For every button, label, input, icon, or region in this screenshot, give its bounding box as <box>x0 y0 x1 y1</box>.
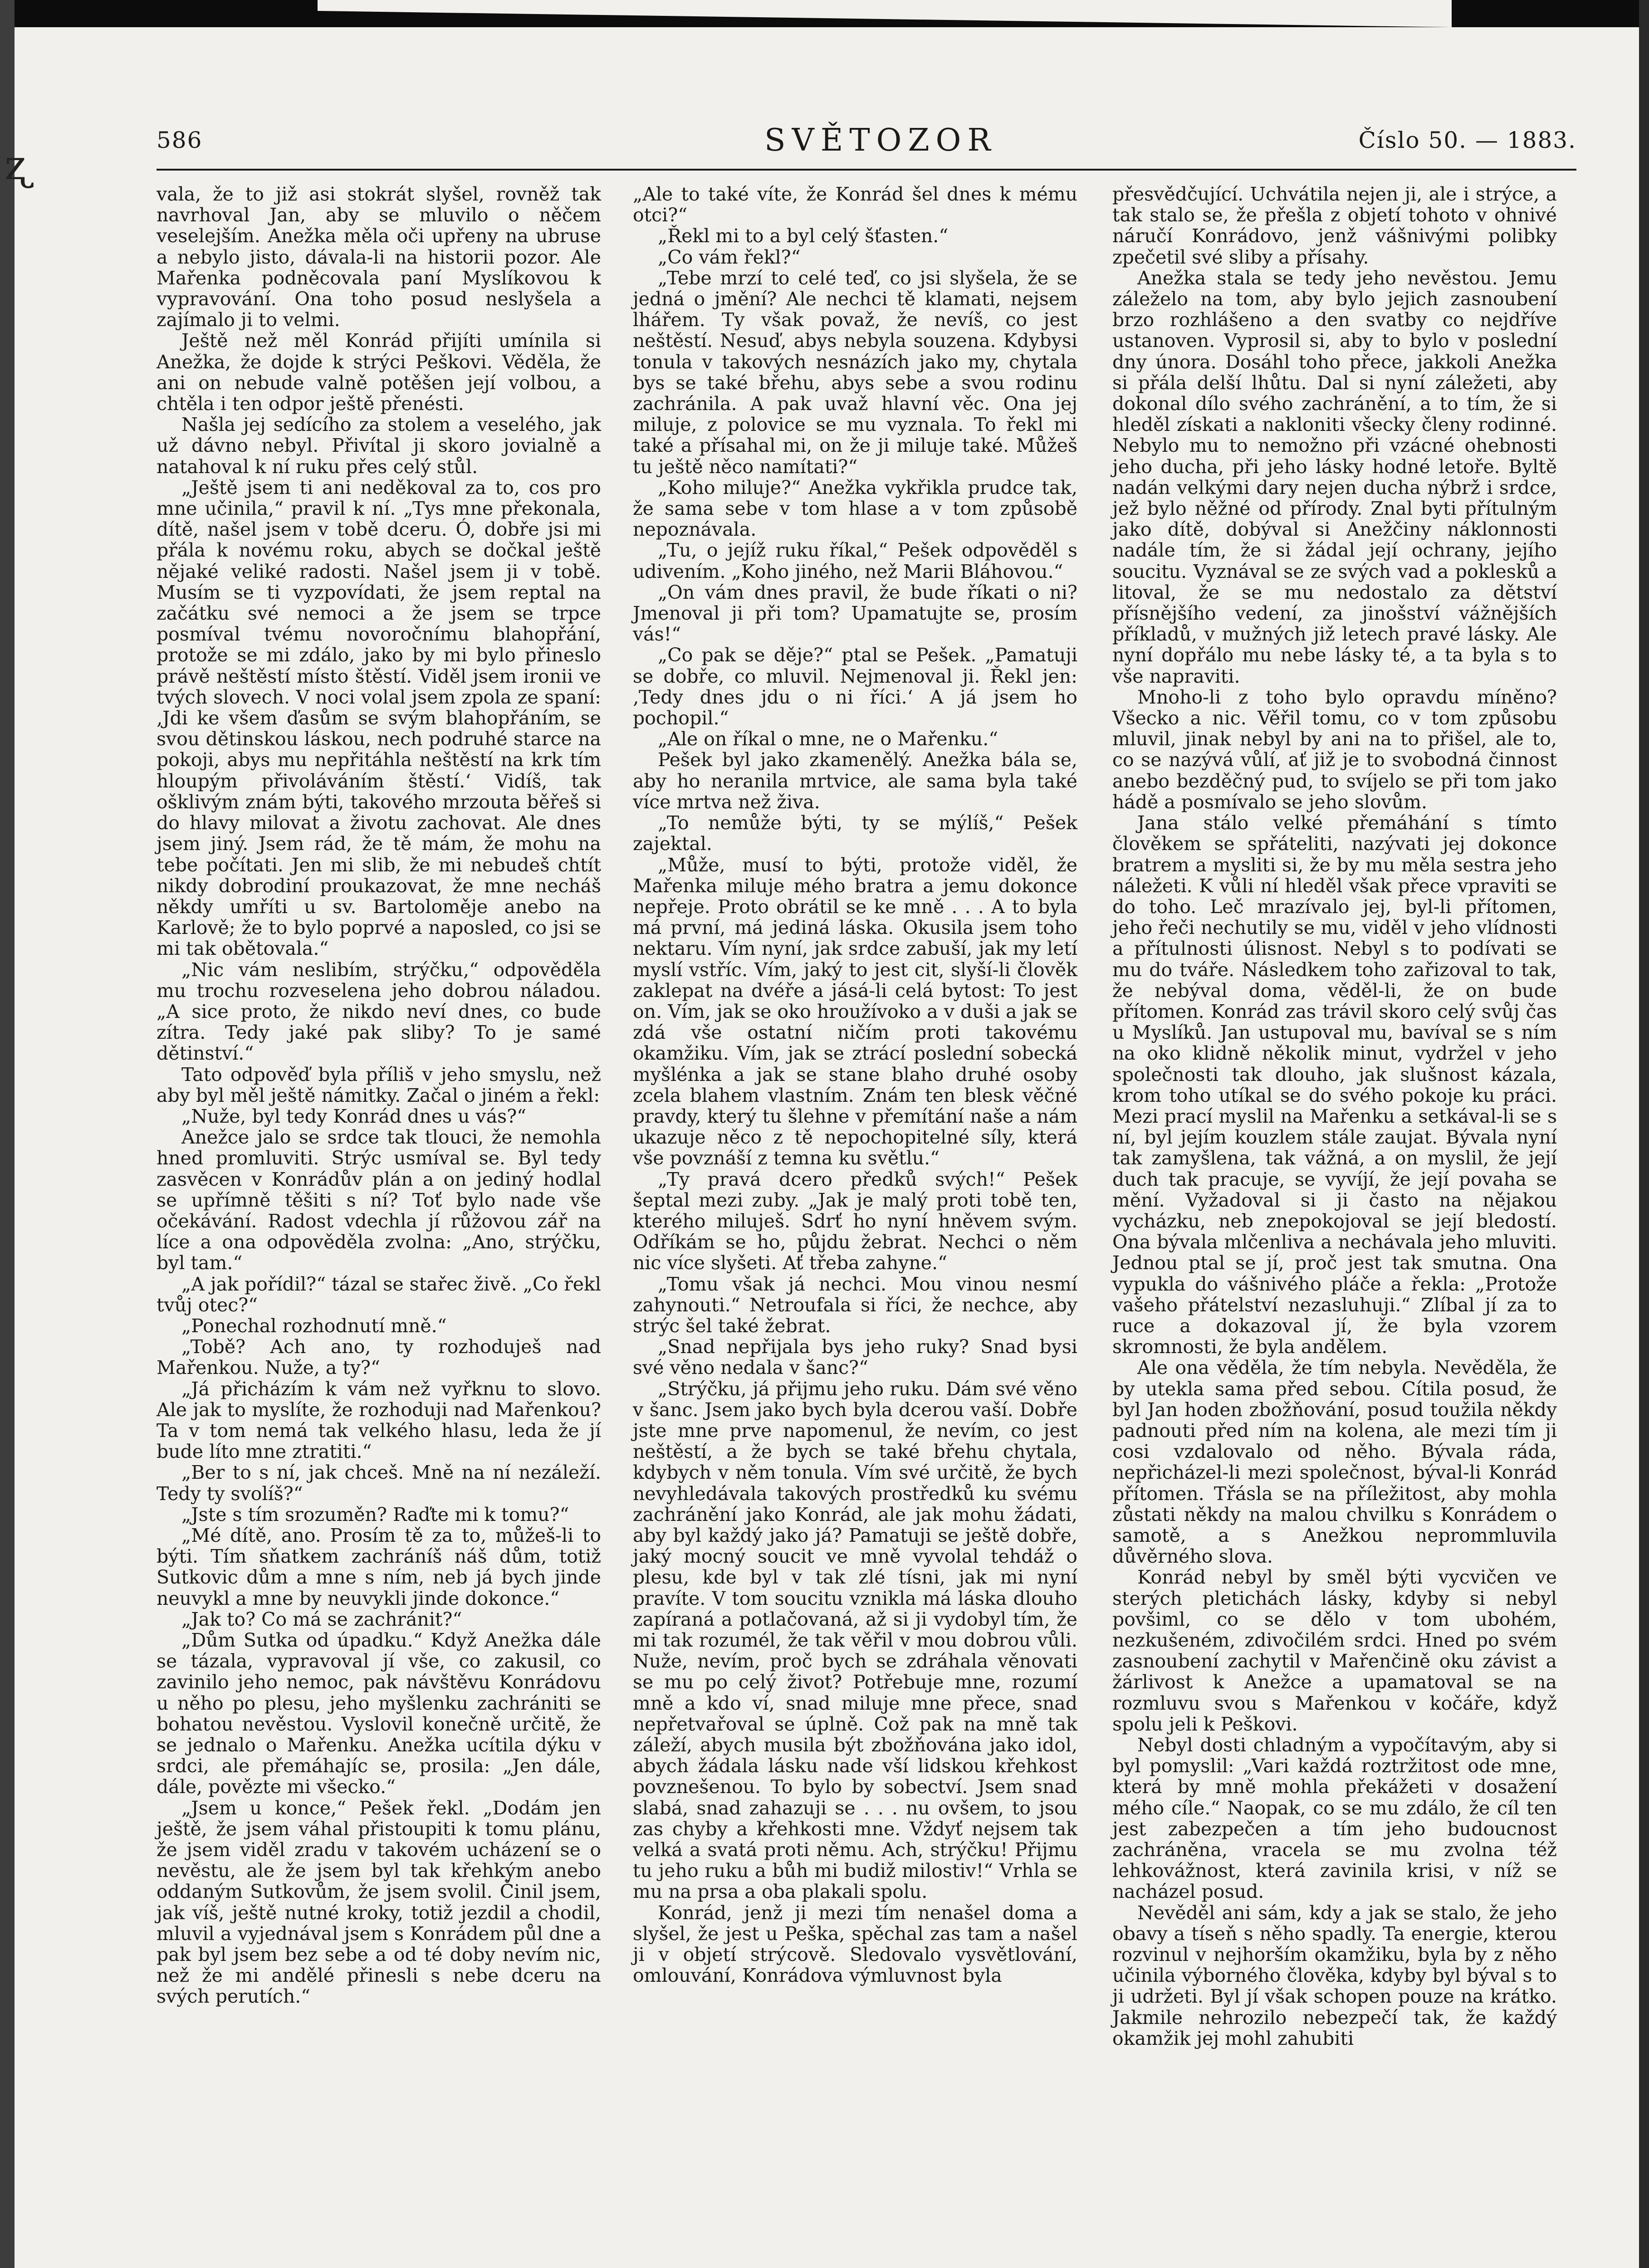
paragraph: „Řekl mi to a byl celý šťasten.“ <box>658 225 949 247</box>
paragraph: „Dům Sutka od úpadku.“ Když Anežka dále se tázala, vypravoval jí vše, co zakusil, co zavinilo jeho nemoc, pak návštěvu Konrádovu u něho po plesu, jeho myšlenku zachrániti se bohatou nevěstou. Vyslovil konečně určitě, že se jednalo o Mařenku. Anežka ucítila dýku v srdci, ale přemáhajíc se, prosila: „Jen dále, dále, povězte mi všecko.“ <box>157 1629 601 1798</box>
page-header <box>157 122 1576 163</box>
issue-number: Číslo 50. — 1883. <box>1358 127 1576 153</box>
paragraph: „Tobě? Ach ano, ty rozhoduješ nad Mařenkou. Nuže, a ty?“ <box>157 1336 601 1379</box>
paragraph: Konrád, jenž ji mezi tím nenašel doma a slyšel, že jest u Peška, spěchal zas tam a našel ji v objetí strýcově. Sledovalo vysvětlování, omlouvání, Konrádova výmluvnost byla <box>633 1901 1077 1987</box>
paragraph: Pešek byl jako zkamenělý. Anežka bála se, aby ho neranila mrtvice, ale sama byla také více mrtva než živa. <box>633 749 1077 813</box>
paragraph: Konrád nebyl by směl býti vycvičen ve sterých pletichách lásky, kdyby si nebyl povšiml, co se dělo v tom ubohém, nezkušeném, zdivočilém srdci. Hned po svém zasnoubení zachytil v Mařenčině oku závist a žárlivost k Anežce a upamatoval se na rozmluvu svou s Mařenkou v kočáře, když spolu jeli k Peškovi. <box>1112 1566 1557 1735</box>
paragraph: „Mé dítě, ano. Prosím tě za to, můžeš-li to býti. Tím sňatkem zachráníš náš dům, totiž Sutkovic dům a mne s ním, neb já bych jinde neuvykl a mne by neuvykli jinde dokonce.“ <box>157 1525 601 1609</box>
masthead-title: SVĚTOZOR <box>764 122 997 158</box>
paragraph: „Tomu však já nechci. Mou vinou nesmí zahynouti.“ Netroufala si říci, že nechce, aby strýc šel také žebrat. <box>633 1273 1077 1337</box>
paragraph: „Snad nepřijala bys jeho ruky? Snad bysi své věno nedala v šanc?“ <box>633 1336 1077 1379</box>
paragraph: „Ber to s ní, jak chceš. Mně na ní nezáleží. Tedy ty svolíš?“ <box>157 1461 601 1505</box>
paragraph: „Já přicházím k vám než vyřknu to slovo. Ale jak to myslíte, že rozhoduji nad Mařenkou? Ta v tom nemá tak velkého hlasu, leda že jí bude líto mne ztratiti.“ <box>157 1378 601 1463</box>
paragraph: Anežce jalo se srdce tak tlouci, že nemohla hned promluviti. Strýc usmíval se. Byl tedy zasvěcen v Konrádův plán a on jediný hodlal se upřímně těšiti s ní? Toť bylo nade vše očekávání. Radost vdechla jí růžovou zář na líce a ona odpověděla zvolna: „Ano, strýčku, byl tam.“ <box>157 1126 601 1274</box>
header-rule <box>157 169 1576 171</box>
paragraph: Anežka stala se tedy jeho nevěstou. Jemu záleželo na tom, aby bylo jejich zasnoubení brzo rozhlášeno a den svatby co nejdříve ustanoven. Vyprosil si, aby to bylo v poslední dny února. Dosáhl toho přece, jakkoli Anežka si přála delší lhůtu. Dal si nyní záležeti, aby dokonal dílo svého zachránění, a to tím, že si hleděl získati a nakloniti všecky členy rodinné. Nebylo mu to nemožno při vzácné ohebnosti jeho ducha, při jeho lásky hodné letoře. Byltě nadán velkými dary nejen ducha nýbrž i srdce, jež bylo něžné od přírody. Znal byti přítulným jako dítě, dobýval si Anežčiny náklonnosti nadále tím, že si žádal její ochrany, jejího soucitu. Vyznával se ze svých vad a poklesků a litoval, že se mu nedostalo za dětství přísnějšího vedení, za jinošství vážnějších příkladů, v mužných již letech pravé lásky. Ale nyní dopřálo mu nebe lásky té, a ta byla s to vše napraviti. <box>1112 267 1557 687</box>
paragraph: „On vám dnes pravil, že bude říkati o ni? Jmenoval ji při tom? Upamatujte se, prosím vás!“ <box>633 581 1077 645</box>
paragraph: „Koho miluje?“ Anežka vykřikla prudce tak, že sama sebe v tom hlase a v tom způsobě nepoznávala. <box>633 476 1077 541</box>
paragraph: „Ty pravá dcero předků svých!“ Pešek šeptal mezi zuby. „Jak je malý proti tobě ten, kterého miluješ. Sdrť ho nyní hněvem svým. Odříkám se ho, půjdu žebrat. Nechci o něm nic více slyšeti. Ať třeba zahyne.“ <box>633 1168 1077 1274</box>
paragraph: přesvědčující. Uchvátila nejen ji, ale i strýce, a tak stalo se, že přešla z objetí tohoto v ohnivé náručí Konrádovo, jenž vášnivými polibky zpečetil své sliby a přísahy. <box>1112 183 1557 268</box>
paragraph: „Jste s tím srozuměn? Raďte mi k tomu?“ <box>181 1503 569 1525</box>
paragraph: Našla jej sedícího za stolem a veselého, jak už dávno nebyl. Přivítal ji skoro jovialně a natahoval k ní ruku přes celý stůl. <box>157 414 601 478</box>
paragraph: „Tebe mrzí to celé teď, co jsi slyšela, že se jedná o jmění? Ale nechci tě klamati, nejsem lhářem. Ty však považ, že nevíš, co jest neštěstí. Nesuď, abys nebyla souzena. Kdybysi tonula v takových nesnázích jako my, chytala bys se také břehu, abys sebe a svou rodinu zachránila. A pak uvaž hlavní věc. Ona jej miluje, z polovice se mu vyznala. To řekl mi také a přísahal mi, on že ji miluje také. Můžeš tu ještě něco namítati?“ <box>633 267 1077 478</box>
paragraph: „Jsem u konce,“ Pešek řekl. „Dodám jen ještě, že jsem váhal přistoupiti k tomu plánu, že jsem viděl zradu v takovém ucházení se o nevěstu, ale že jsem byl tak křehkým anebo oddaným Sutkovům, že jsem svolil. Činil jsem, jak víš, ještě nutné kroky, totiž jezdil a chodil, mluvil a vyjednával jsem s Konrádem půl dne a pak byl jsem bez sebe a od té doby nevím nic, než že mi andělé přinesli s nebe dceru na svých perutích.“ <box>157 1797 601 2008</box>
paragraph: „Tu, o jejíž ruku říkal,“ Pešek odpověděl s udivením. „Koho jiného, než Marii Bláhovou.“ <box>633 539 1077 582</box>
binding-mark-icon: ʐ <box>5 142 29 189</box>
paragraph: „Co vám řekl?“ <box>658 246 801 268</box>
paragraph: „Ale on říkal o mne, ne o Mařenku.“ <box>658 728 998 750</box>
paragraph: „Může, musí to býti, protože viděl, že Mařenka miluje mého bratra a jemu dokonce nepřeje. Proto obrátil se ke mně . . . A to byla má první, má jediná láska. Okusila jsem toho nektaru. Vím nyní, jak srdce zabuší, jak my letí myslí vstříc. Vím, jaký to jest cit, slyší-li člověk zaklepat na dvéře a jásá-li celá bytost: To jest on. Vím, jak se oko hroužívoko a v duši a jak se zdá vše ostatní ničím proti takovému okamžiku. Vím, jak se ztrácí poslední sobecká myšlénka a jak se stane blaho druhé osoby zcela blahem vlastním. Znám ten blesk věčné pravdy, který tu šlehne v přemítání naše a nám ukazuje něco z tě nepochopitelné síly, která vše povznáší z temna ku světlu.“ <box>633 854 1077 1169</box>
text-column-2 <box>633 184 1077 1986</box>
paragraph: Mnoho-li z toho bylo opravdu míněno? Všecko a nic. Věřil tomu, co v tom způsobu mluvil, jinak nebyl by ani na to přišel, ale to, co se nazývá vůlí, ať již je to svobodná činnost anebo bezděčný pud, to svíjelo se při tom jako hádě a posmívalo se jeho slovům. <box>1112 686 1557 813</box>
paragraph: „Jak to? Co má se zachránit?“ <box>181 1608 462 1630</box>
paragraph: Tato odpověď byla příliš v jeho smyslu, než aby byl měl ještě námitky. Začal o jiném a řekl: <box>157 1063 601 1106</box>
paragraph: vala, že to již asi stokrát slyšel, rovněž tak navrhoval Jan, aby se mluvilo o něčem veselejším. Anežka měla oči upřeny na ubruse a nebylo jisto, dávala-li na historii pozor. Ale Mařenka podněcovala paní Myslíkovou k vypravování. Ona toho posud neslyšela a zajímalo ji to velmi. <box>157 183 601 331</box>
text-column-1 <box>157 184 601 2007</box>
paragraph: Ale ona věděla, že tím nebyla. Nevěděla, že by utekla sama před sebou. Cítila posud, že byl Jan hoden zbožňování, posud toužila někdy padnouti před ním na kolena, ale mezi tím ji cosi vzdalovalo od něho. Bývala ráda, nepřicházel-li mezi společnost, býval-li Konrád přítomen. Třásla se na příležitost, aby mohla zůstati někdy na malou chvilku s Konrádem o samotě, a s Anežkou neprommluvila důvěrného slova. <box>1112 1357 1557 1568</box>
paragraph: „Nuže, byl tedy Konrád dnes u vás?“ <box>181 1105 527 1127</box>
paragraph: Jana stálo velké přemáhání s tímto člověkem se spřáteliti, nazývati jej dokonce bratrem a mysliti si, že by mu měla sestra jeho náležeti. K vůli ní hleděl však přece vpraviti se do toho. Leč mrazívalo jej, byl-li přítomen, jeho řeči nechutily se mu, viděl v jeho vlídnosti a přítulnosti úlisnost. Nebyl s to podívati se mu do tváře. Následkem toho zařizoval to tak, že nebýval doma, věděl-li, že on bude přítomen. Konrád zas trávil skoro celý svůj čas u Myslíků. Jan ustupoval mu, bavíval se s ním na oko klidně několik minut, vydržel v jeho společnosti tak dlouho, jak slušnost kázala, krom toho utíkal se do svého pokoje ku práci. Mezi prací myslil na Mařenku a setkával-li se s ní, byl jejím kouzlem stále zaujat. Bývala nyní tak zamyšlena, tak vážná, a on myslil, že její duch tak pracuje, se vyvíjí, že její povaha se mění. Vyžadoval si ji často na nějakou vycházku, neb znepokojoval se její bledostí. Ona bývala mlčenliva a nechávala jeho mluviti. Jednou ptal se jí, proč jest tak smutna. Ona vypukla do vášnivého pláče a řekla: „Protože vašeho přátelství nezasluhuji.“ Zlíbal jí za to ruce a dokazoval jí, že byla vzorem skromnosti, že byla andělem. <box>1112 812 1557 1358</box>
paragraph: „Ponechal rozhodnutí mně.“ <box>181 1315 447 1337</box>
paragraph: „Ale to také víte, že Konrád šel dnes k mému otci?“ <box>633 183 1077 226</box>
paragraph: „A jak pořídil?“ tázal se stařec živě. „Co řekl tvůj otec?“ <box>157 1273 601 1316</box>
scan-top-edge <box>0 0 1649 27</box>
paragraph: Ještě než měl Konrád přijíti umínila si Anežka, že dojde k strýci Peškovi. Věděla, že ani on nebude valně potěšen její volbou, a chtěla i ten odpor ještě přenésti. <box>157 330 601 415</box>
paragraph: Nevěděl ani sám, kdy a jak se stalo, že jeho obavy a tíseň s něho spadly. Ta energie, kterou rozvinul v nejhorším okamžiku, byla by z něho učinila výborného člověka, kdyby byl býval s to ji udržeti. Byl jí však schopen pouze na krátko. Jakmile nehrozilo nebezpečí tak, že každý okamžik jej mohl zahubiti <box>1112 1901 1557 2049</box>
scan-left-edge <box>0 0 15 2268</box>
paragraph: „Ještě jsem ti ani neděkoval za to, cos pro mne učinila,“ pravil k ní. „Tys mne překonala, dítě, našel jsem v tobě dceru. Ó, dobře jsi mi přála k novému roku, abych se dočkal ještě nějaké veliké radosti. Našel jsem ji v tobě. Musím se ti vyzpovídati, že jsem reptal na začátku své nemoci a že jsem se trpce posmíval tvému novoročnímu blahopřání, protože se mi zdálo, jako by mi bylo přineslo právě neštěstí místo štěstí. Viděl jsem ironii ve tvých slovech. V noci volal jsem zpola ze spaní: ‚Jdi ke všem ďasům se svým blahopřáním, se svou dětinskou láskou, nech podruhé starce na pokoji, abys mu nepřitáhla neštěstí na krk tím hloupým přivoláváním štěstí.‘ Vidíš, tak ošklivým znám býti, takového mrzouta běřeš si do hlavy milovat a životu zachovat. Ale dnes jsem jiný. Jsem rád, že tě mám, že mohu na tebe počítati. Jen mi slib, že mi nebudeš chtít nikdy dobrodiní proukazovat, že mne necháš někdy umříti u sv. Bartoloměje anebo na Karlově; že to bylo poprvé a naposled, co jsi se mi tak obětovala.“ <box>157 476 601 960</box>
paragraph: „Co pak se děje?“ ptal se Pešek. „Pamatuji se dobře, co mluvil. Nejmenoval ji. Řekl jen: ‚Tedy dnes jdu o ni říci.‘ A já jsem ho pochopil.“ <box>633 644 1077 729</box>
paragraph: Nebyl dosti chladným a vypočítavým, aby si byl pomyslil: „Vari každá roztržitost ode mne, která by mně mohla překážeti v dosažení mého cíle.“ Naopak, co se mu zdálo, že cíl ten jest zabezpečen a tím jeho budoucnost zachráněna, vracela se mu zvolna též lehkovážnost, která zavinila krisi, v níž se nacházel posud. <box>1112 1734 1557 1903</box>
text-column-3 <box>1112 184 1557 2049</box>
paragraph: „Nic vám neslibím, strýčku,“ odpověděla mu trochu rozveselena jeho dobrou náladou. „A sice proto, že nikdo neví dnes, co bude zítra. Tedy jaké pak sliby? To je samé dětinství.“ <box>157 958 601 1065</box>
page-number: 586 <box>157 127 203 153</box>
paragraph: „Strýčku, já přijmu jeho ruku. Dám své věno v šanc. Jsem jako bych byla dcerou vaší. Dobře jste mne prve napomenul, že nevím, co jest neštěstí, a že bych se také břehu chytala, kdybych v něm tonula. Vím své určitě, že bych nevyhledávala takových prostředků ku svému zachránění jako Konrád, ale jak mohu žádati, aby byl každý jako já? Pamatuji se ještě dobře, jaký mocný soucit ve mně vyvolal tehdáž o plesu, kde byl v tak zlé tísni, jak mi nyní pravíte. V tom soucitu vznikla má láska dlouho zapíraná a potlačovaná, až si ji vydobyl tím, že mi tak rozumél, že tak věřil v mou dobrou vůli. Nuže, nevím, proč bych se zdráhala věnovati se mu po celý život? Potřebuje mne, rozumí mně a kdo ví, snad miluje mne přece, snad nepřetvařoval se úplně. Což pak na mně tak záleží, abych musila být zbožňována jako idol, abych žádala lásku nade vší lidskou křehkost povznešenou. To bylo by sobectví. Jsem snad slabá, snad zahazuji se . . . nu ovšem, to jsou zas chyby a křehkosti mne. Vždyť nejsem tak velká a svatá proti němu. Ach, strýčku! Přijmu tu jeho ruku a bůh mi budiž milostiv!“ Vrhla se mu na prsa a oba plakali spolu. <box>633 1378 1077 1903</box>
paragraph: „To nemůže býti, ty se mýlíš,“ Pešek zajektal. <box>633 812 1077 855</box>
scan-right-edge <box>1639 0 1649 2268</box>
